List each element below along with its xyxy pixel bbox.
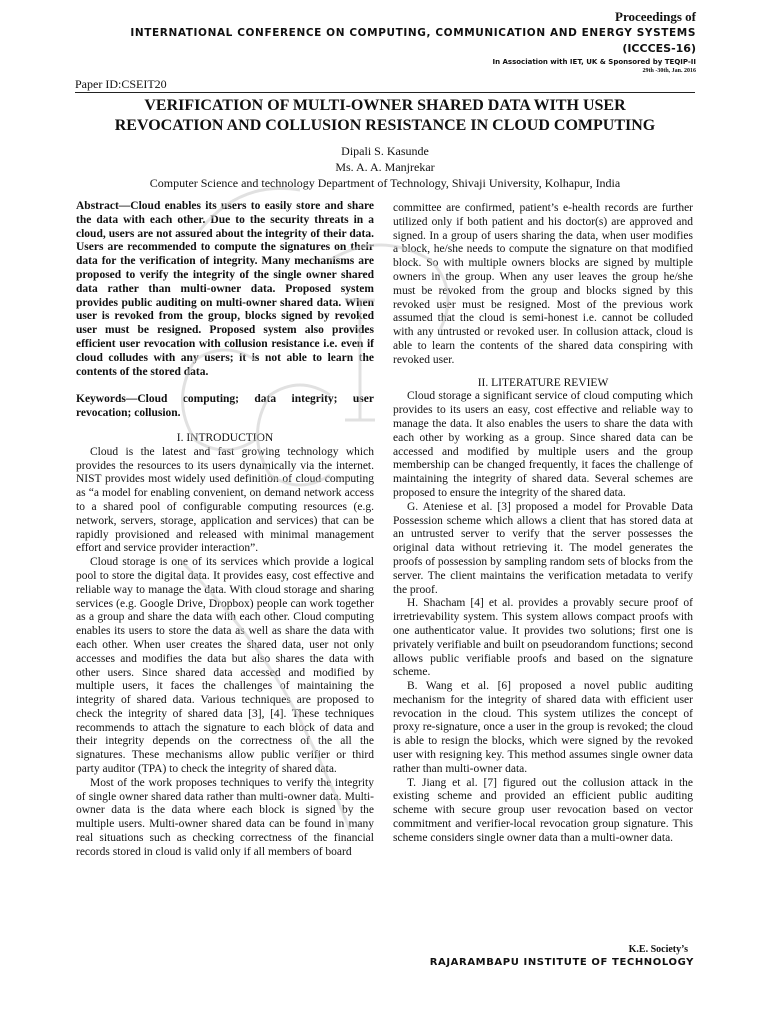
paragraph: Most of the work proposes techniques to verify the integrity of single owner shared data rather than multi-owner data. Multi-owner data is the data where each block is signed by the multiple users. Multi-owner shared data can be found in many real situations such as checking correctness of the financial records stored in cloud is valid only if all members of board [76, 776, 374, 858]
footer-society: K.E. Society’s [628, 944, 688, 955]
header-rule [75, 92, 695, 93]
conference-name: INTERNATIONAL CONFERENCE ON COMPUTING, COMMUNICATION AND ENERGY SYSTEMS [130, 27, 696, 39]
paragraph: Cloud is the latest and fast growing technology which provides the resources to its users dynamically via the internet. NIST provides most widely used definition of cloud computing as “a model for enabling convenient, on demand network access to a shared pool of configurable computing resources (e.g. network, servers, storage, application and services) that can be rapidly provisioned and released with minimal management effort and service provider interaction”. [76, 445, 374, 555]
conference-abbreviation: (ICCCES-16) [622, 42, 696, 55]
paragraph: committee are confirmed, patient’s e-health records are further utilized only if both patient and his doctor(s) are approved and signed. In a group of users sharing the data, when user modifies a block, he/she needs to compute the signature on that modified block. So with multiple owners blocks are signed by multiple owners in the group. When any user leaves the group he/she must be revoked from the group and blocks signed by this revoked user must be resigned. Most of the previous work assumed that the cloud is semi-honest i.e. cannot be colluded with any untrusted or revoked user. In collusion attack, cloud is able to learn the contents of the shared data conspiring with revoked user. [393, 202, 693, 366]
right-column [393, 202, 693, 846]
author-1: Dipali S. Kasunde [341, 144, 429, 158]
paragraph: T. Jiang et al. [7] figured out the collusion attack in the existing scheme and provided an efficient public auditing scheme with secure group user revocation based on vector commitment and verifier-local revocation group signature. This scheme considers single owner data than a multi-owner data. [393, 776, 693, 844]
association-note: In Association with IET, UK & Sponsored by TEQIP-II [492, 58, 696, 66]
keywords: Keywords—Cloud computing; data integrity; user revocation; collusion. [76, 393, 374, 420]
abstract: Abstract—Cloud enables its users to easily store and share the data with each other. Due to the security threats in a cloud, users are not assured about the integrity of their data. Users are recommended to compute the signatures on their data for the verification of integrity. Many mechanisms are proposed to verify the integrity of the single owner shared data rather than multi-owner data. Proposed system provides public auditing on multi-owner shared data. When user is revoked from the group, blocks signed by revoked user must be resigned. Proposed system also provides efficient user revocation with collusion resistance i.e. even if cloud colludes with any users; it is not able to learn the contents of the stored data. [76, 200, 374, 378]
section-heading-introduction: I. INTRODUCTION [176, 431, 274, 444]
paragraph: G. Ateniese et al. [3] proposed a model for Provable Data Possession scheme which allows a client that has stored data at an untrusted server to verify that the server possesses the original data without retrieving it. The model generates the proofs of possession by sampling random sets of blocks from the server. The client maintains the verification metadata to verify the proof. [393, 500, 693, 596]
paragraph: Cloud storage a significant service of cloud computing which provides to its users an easy, cost effective and reliable way to manage the data. It also enables the users to share the data with each other by working as a group. Since shared data can be accessed and modified by multiple users and the group membership can be changed frequently, it faces the challenge of maintaining the integrity of shared data. Several schemes are proposed to ensure the integrity of the shared data. [393, 390, 693, 499]
paper-id: Paper ID:CSEIT20 [75, 77, 167, 91]
affiliation: Computer Science and technology Department of Technology, Shivaji University, Kolhapur, India [149, 176, 621, 190]
paragraph: Cloud storage is one of its services which provide a logical pool to store the digital data. It provides easy, cost effective and reliable way to manage the data. With cloud storage and sharing services (e.g. Google Drive, Dropbox) people can work together as a group and share the data with each other. Cloud computing enables its users to store the data as well as share the data with each other. When user creates the shared data, user not only accesses and modifies the data but also shares the data with other users. Since shared data accessed and modified by multiple users, it faces the challenges of maintaining the integrity of shared data. Various techniques are proposed to check the integrity of shared data [3], [4]. These techniques recommends to attach the signature to each block of data and their integrity depends on the correctness of the all the signatures. These mechanisms allow public verifier or third party auditor (TPA) to check the integrity of shared data. [76, 556, 374, 776]
paragraph: B. Wang et al. [6] proposed a novel public auditing mechanism for the integrity of shared data with efficient user revocation in the cloud. This system utilizes the concept of proxy re-signature, once a user in the group is revoked; the cloud is able to resign the blocks, which were signed by the revoked user with resigning key. This method assumes single owner data rather than multi-owner data. [393, 680, 693, 775]
title-line-2: REVOCATION AND COLLUSION RESISTANCE IN CLOUD COMPUTING [114, 117, 656, 134]
conference-dates: 29th -30th, Jan. 2016 [642, 68, 696, 74]
paper-title [75, 96, 695, 136]
author-block [75, 143, 695, 191]
left-column [76, 200, 374, 860]
footer-institute: RAJARAMBAPU INSTITUTE OF TECHNOLOGY [429, 957, 694, 968]
paragraph: H. Shacham [4] et al. provides a provably secure proof of irretrievability system. This system allows compact proofs with one authenticator value. It provides two solutions; first one is privately verifiable and built on pseudorandom functions; second allows public verifiable proofs and based on the signature scheme. [393, 597, 693, 679]
section-heading-literature-review: II. LITERATURE REVIEW [477, 376, 609, 389]
author-2: Ms. A. A. Manjrekar [335, 160, 435, 174]
proceedings-label: Proceedings of [615, 9, 696, 24]
title-line-1: VERIFICATION OF MULTI-OWNER SHARED DATA WITH USER [144, 97, 626, 114]
